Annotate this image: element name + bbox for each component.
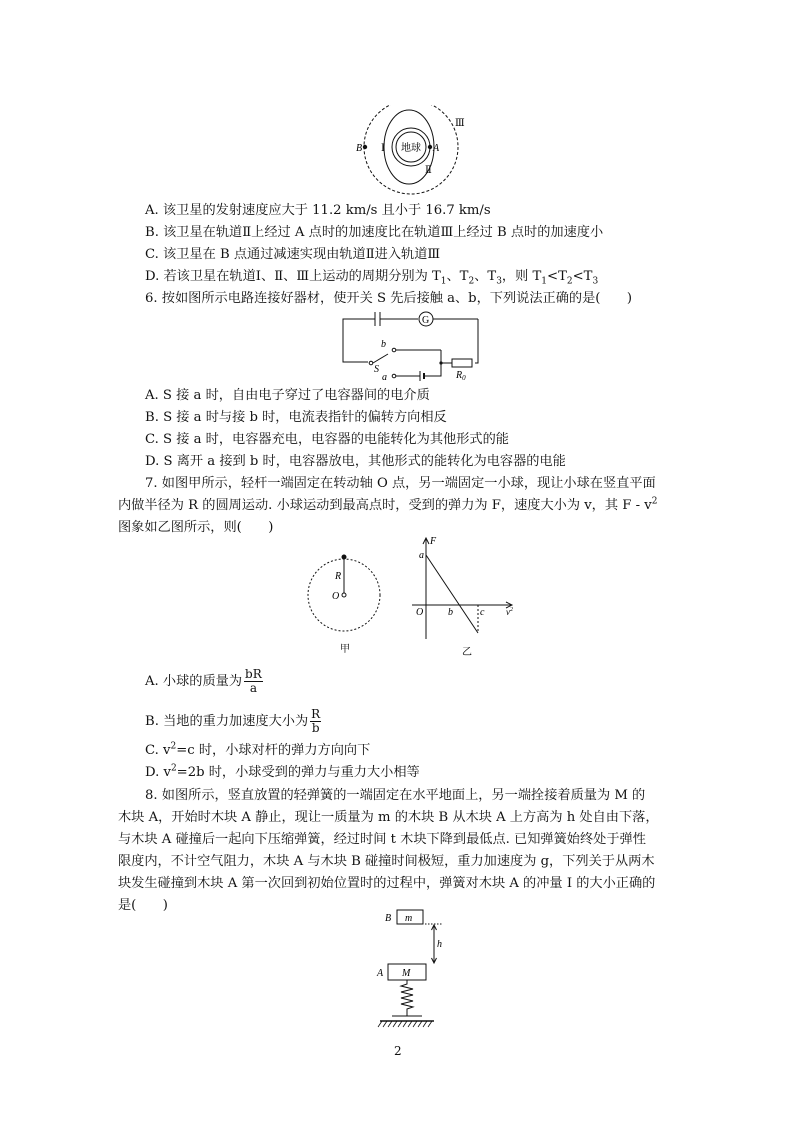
- orbit-figure: [355, 105, 475, 197]
- point-A-dot: [428, 145, 432, 149]
- contact-a-label: a: [382, 372, 387, 382]
- q6-option-D: D. S 离开 a 接到 b 时，电容器放电，其他形式的能转化为电容器的电能: [145, 454, 566, 469]
- q5-option-D: D. 若该卫星在轨道Ⅰ、Ⅱ、Ⅲ上运动的周期分别为 $T_1$、$T_2$、$T_3$，则 $T_1<T_2<T_3$: [145, 269, 599, 287]
- label-jia: 甲: [340, 644, 350, 655]
- q6-stem: 6. 按如图所示电路连接好器材，使开关 S 先后接触 a、b，下列说法正确的是( ): [145, 291, 632, 306]
- point-B-dot: [363, 145, 367, 149]
- q7-stem-line3: 图象如乙图所示，则( ): [118, 520, 274, 535]
- galvanometer-label: G: [422, 315, 430, 326]
- resistor-label: $R_0$: [456, 370, 466, 382]
- label-height-h: h: [437, 939, 442, 950]
- q8-stem-line2: 木块 A，开始时木块 A 静止，现让一质量为 m 的木块 B 从木块 A 上方高为 h 处自由下落，: [118, 810, 659, 825]
- label-III: Ⅲ: [455, 118, 465, 129]
- q5-option-C: C. 该卫星在 B 点通过减速实现由轨道Ⅱ进入轨道Ⅲ: [145, 247, 441, 262]
- figure-yi: [408, 535, 518, 660]
- circuit-figure: [338, 310, 484, 382]
- label-B: B: [356, 143, 363, 154]
- label-I: Ⅰ: [381, 143, 385, 154]
- label-yi: 乙: [462, 647, 472, 658]
- spring-blocks-figure: [370, 906, 460, 1032]
- q7-option-A: A. 小球的质量为 $\frac{bR}{a}$: [145, 667, 262, 695]
- switch-S-label: S: [374, 364, 379, 375]
- axis-v2: $v^2$: [506, 607, 513, 617]
- label-O: O: [332, 591, 340, 602]
- q8-stem-line5: 块发生碰撞到木块 A 第一次回到初始位置时的过程中，弹簧对木块 A 的冲量 I 的大小正确的: [118, 876, 656, 891]
- q8-stem-line1: 8. 如图所示，竖直放置的轻弹簧的一端固定在水平地面上，另一端拴接着质量为 M 的: [145, 788, 646, 803]
- q5-option-B: B. 该卫星在轨道Ⅱ上经过 A 点时的加速度比在轨道Ⅲ上经过 B 点时的加速度小: [145, 225, 604, 240]
- earth-label: 地球: [401, 143, 421, 154]
- label-II: Ⅱ: [425, 165, 432, 176]
- q7-stem-line1: 7. 如图甲所示，轻杆一端固定在转动轴 O 点，另一端固定一小球，现让小球在竖直平面: [145, 476, 656, 491]
- q6-option-C: C. S 接 a 时，电容器充电，电容器的电能转化为其他形式的能: [145, 432, 509, 447]
- contact-b-label: b: [381, 339, 386, 350]
- mark-c: c: [480, 607, 485, 618]
- q6-option-A: A. S 接 a 时，自由电子穿过了电容器间的电介质: [145, 388, 430, 403]
- q6-option-B: B. S 接 a 时与接 b 时，电流表指针的偏转方向相反: [145, 410, 447, 425]
- q8-stem-line3: 与木块 A 碰撞后一起向下压缩弹簧，经过时间 t 木块下降到最低点. 已知弹簧始终处于弹性: [118, 832, 646, 847]
- intercept-a: a: [419, 550, 424, 561]
- label-mass-M: M: [402, 968, 411, 979]
- intercept-b: b: [448, 607, 453, 618]
- q7-option-B: B. 当地的重力加速度大小为 $\frac{R}{b}$: [145, 707, 321, 735]
- q7-stem-line2: 内做半径为 R 的圆周运动. 小球运动到最高点时，受到的弹力为 F，速度大小为 v，其 F - $v^2$: [118, 496, 658, 513]
- label-mass-m: m: [405, 913, 413, 924]
- q8-stem-line4: 限度内，不计空气阻力，木块 A 与木块 B 碰撞时间极短，重力加速度为 g，下列关于从两木: [118, 854, 655, 869]
- q8-stem-line6: 是( ): [118, 898, 168, 913]
- q5-option-A: A. 该卫星的发射速度应大于 11.2 km/s 且小于 16.7 km/s: [145, 203, 491, 218]
- label-block-B: B: [385, 913, 392, 924]
- label-block-A: A: [377, 968, 384, 979]
- page-number: 2: [394, 1044, 402, 1058]
- origin-O: O: [416, 607, 424, 618]
- q7-option-D: D. $v^2=2b$ 时，小球受到的弹力与重力大小相等: [145, 763, 420, 780]
- label-R: R: [335, 571, 342, 582]
- axis-F: F: [430, 536, 437, 547]
- q7-option-C: C. $v^2=c$ 时，小球对杆的弹力方向向下: [145, 741, 371, 758]
- figure-jia: [300, 548, 390, 660]
- label-A: A: [433, 143, 440, 154]
